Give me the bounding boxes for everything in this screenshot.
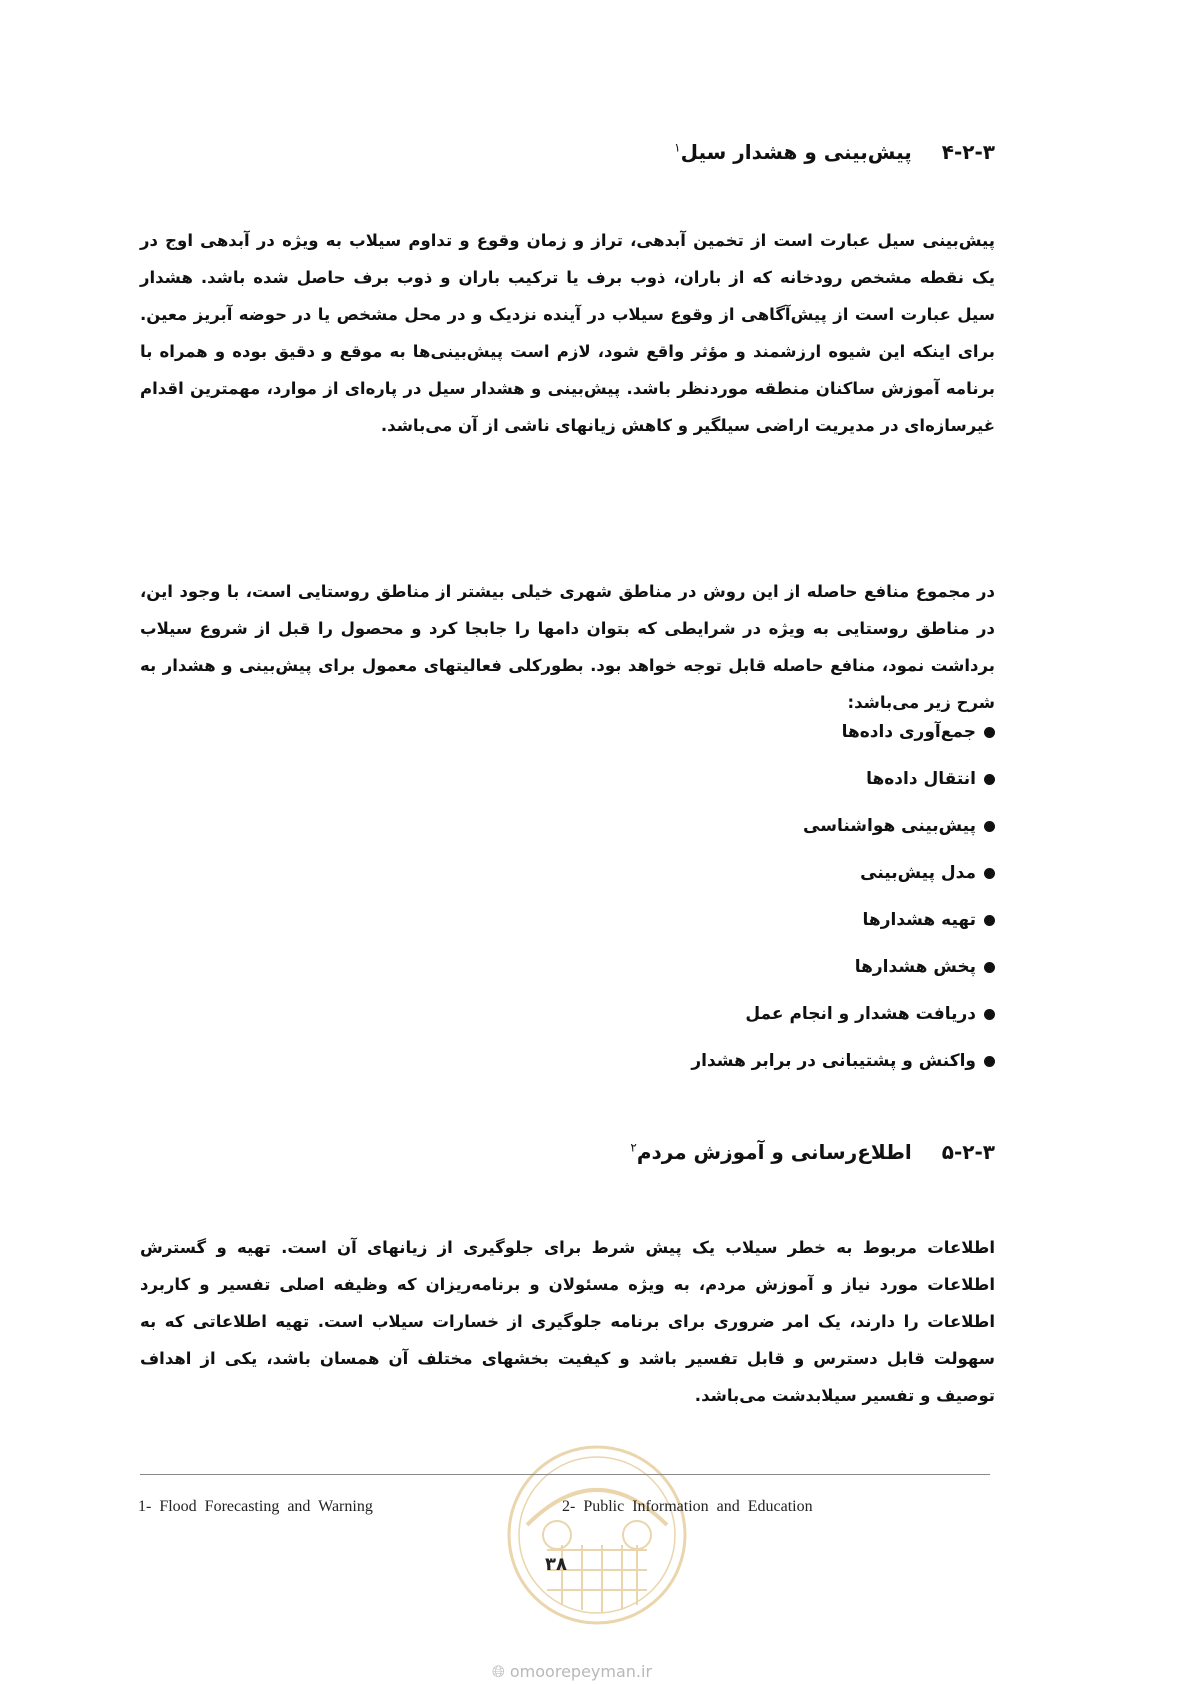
list-item: واکنش و پشتیبانی در برابر هشدار [400,1038,995,1085]
footnote-divider [140,1474,990,1475]
list-item: دریافت هشدار و انجام عمل [400,991,995,1038]
bullet-dot-icon [984,821,995,832]
paragraph-benefits: در مجموع منافع حاصله از این روش در مناطق شهری خیلی بیشتر از مناطق روستایی است، با وجود این، در مناطق روستایی به ویژه در شرایطی که بتوان دامها را جابجا کرد و محصول را قبل از شروع سیلاب برداشت نمود، منافع حاصله قابل توجه خواهد بود. بطورکلی فعالیتهای معمول برای پیش‌بینی و هشدار به شرح زیر می‌باشد: [140,582,995,712]
bullet-dot-icon [984,915,995,926]
bullet-dot-icon [984,727,995,738]
section-number: ۵-۲-۳ [941,1140,995,1164]
section-number: ۴-۲-۳ [941,140,995,164]
watermark-logo-icon [487,1435,707,1635]
list-item: جمع‌آوری داده‌ها [400,709,995,756]
bullet-dot-icon [984,962,995,973]
list-item: پخش هشدارها [400,944,995,991]
list-item: پیش‌بینی هواشناسی [400,803,995,850]
bullet-dot-icon [984,774,995,785]
bullet-dot-icon [984,868,995,879]
footnote-2: 2- Public Information and Education [562,1498,813,1515]
footnote-ref: ۱ [674,140,681,155]
list-item: مدل پیش‌بینی [400,850,995,897]
page-number: ۳۸ [545,1554,567,1575]
bullet-dot-icon [984,1056,995,1067]
section-heading-4-2-3 [140,140,995,164]
section-heading-5-2-3 [140,1140,995,1164]
bullet-dot-icon [984,1009,995,1020]
footnote-1: 1- Flood Forecasting and Warning [138,1498,373,1515]
paragraph-flood-forecasting: پیش‌بینی سیل عبارت است از تخمین آبدهی، تراز و زمان وقوع و تداوم سیلاب به ویژه در آبدهی اوج در یک نقطه مشخص رودخانه که از باران، ذوب برف یا ترکیب باران و ذوب برف حاصل شده باشد. هشدار سیل عبارت است از پیش‌آگاهی از وقوع سیلاب در آینده نزدیک و در محل مشخص یا در حوضه آبریز معین. برای اینکه این شیوه ارزشمند و مؤثر واقع شود، لازم است پیش‌بینی‌ها به موقع و دقیق بوده و همراه با برنامه آموزش ساکنان منطقه موردنظر باشد. پیش‌بینی و هشدار سیل در پاره‌ای از موارد، مهمترین اقدام غیرسازه‌ای در مدیریت اراضی سیلگیر و کاهش زیانهای ناشی از آن می‌باشد. [140,231,995,435]
list-item: تهیه هشدارها [400,897,995,944]
footnote-ref: ۲ [630,1140,637,1155]
watermark-site: 🌐︎ omoorepeyman.ir [492,1662,653,1681]
paragraph-public-information: اطلاعات مربوط به خطر سیلاب یک پیش شرط برای جلوگیری از زیانهای آن است. تهیه و گسترش اطلاعات مورد نیاز و آموزش مردم، به ویژه مسئولان و برنامه‌ریزان که وظیفه اصلی تفسیر و کاربرد اطلاعات را دارند، یک امر ضروری برای برنامه جلوگیری از خسارات سیلاب است. تهیه اطلاعاتی که به سهولت قابل دسترس و قابل تفسیر باشد و کیفیت بخشهای مختلف آن همسان باشد، یکی از اهداف توصیف و تفسیر سیلابدشت می‌باشد. [140,1238,995,1405]
list-item: انتقال داده‌ها [400,756,995,803]
section-title: پیش‌بینی و هشدار سیل [680,140,912,164]
section-title: اطلاع‌رسانی و آموزش مردم [636,1140,912,1164]
activities-list [400,709,995,1085]
